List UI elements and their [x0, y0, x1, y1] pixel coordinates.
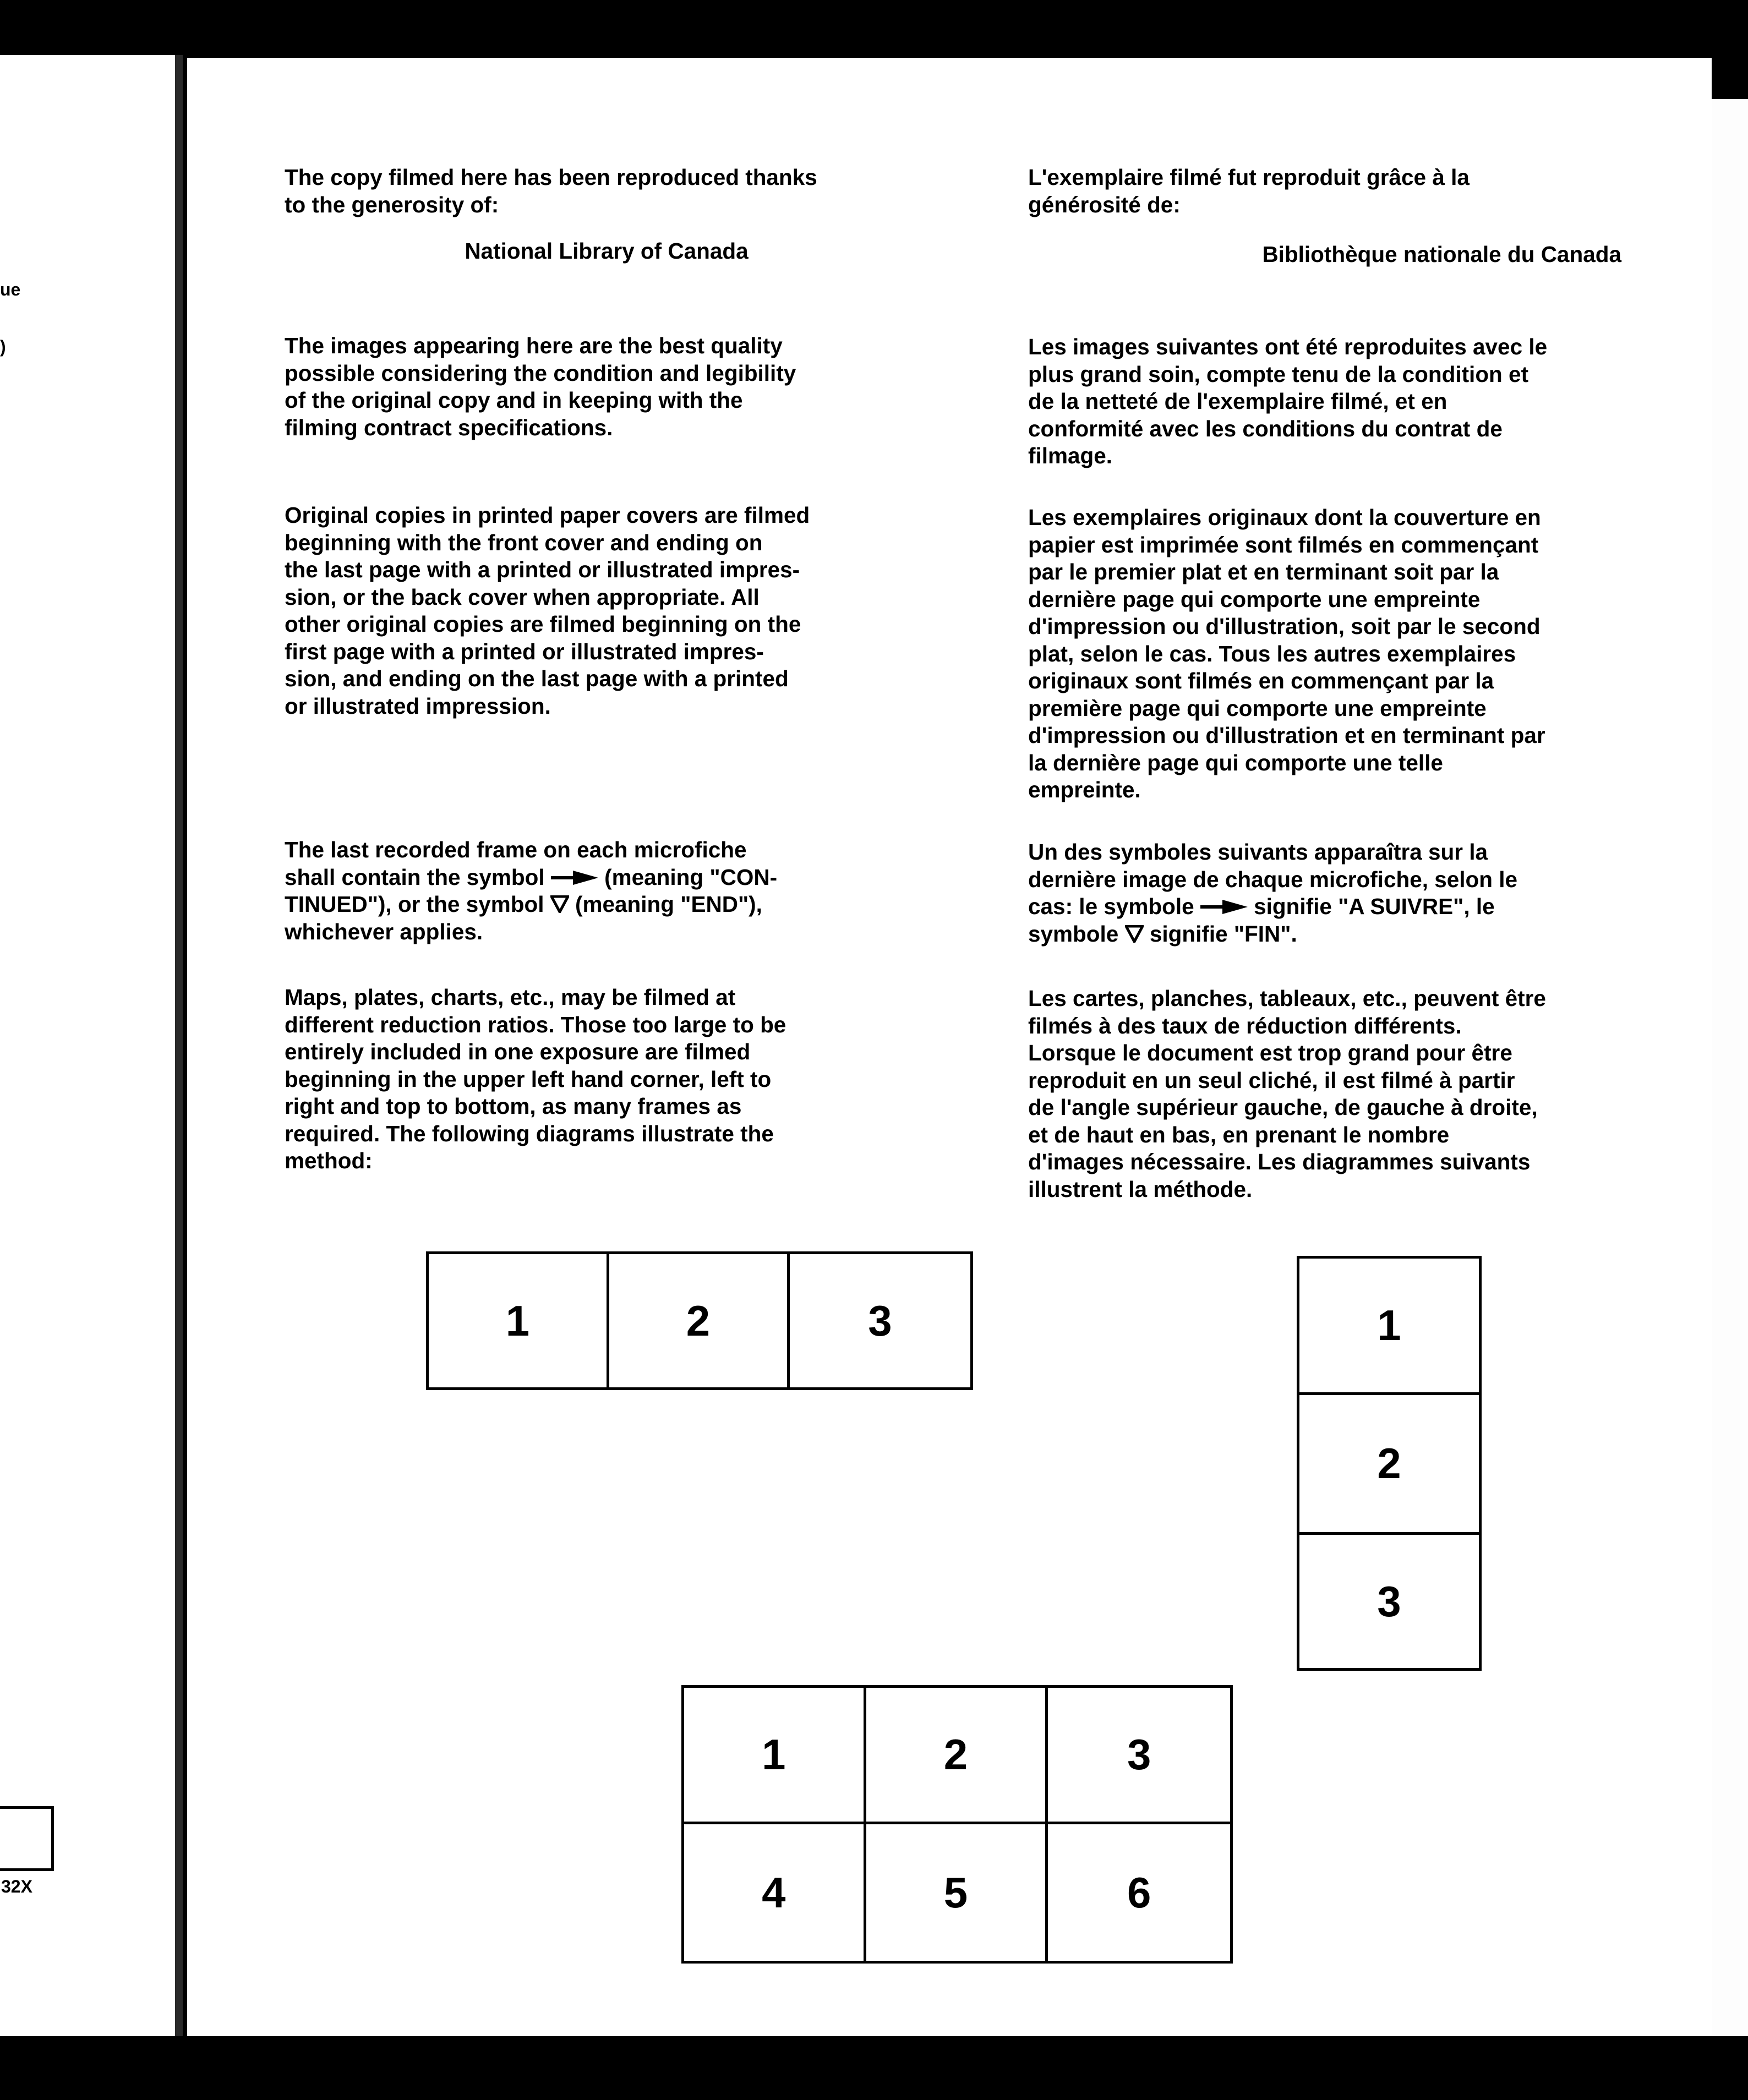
- previous-page-edge: [0, 55, 182, 2036]
- arrow-icon: [551, 869, 598, 886]
- french-column: [1028, 164, 1678, 218]
- frame-cell: 1: [684, 1688, 866, 1824]
- diagram-vertical: [1297, 1256, 1482, 1671]
- frame-cell: 1: [429, 1254, 609, 1387]
- french-covers-note: Les exemplaires originaux dont la couverture en papier est imprimée sont filmés en commençant par le premier plat et en terminant soit par la dernière page qui comporte une empreinte d'impression ou d'illustration, soit par le second plat, selon le cas. Tous les autres exemplaires originaux sont filmés en commençant par la première page qui comporte une empreinte d'impression ou d'illustration et en terminant par la dernière page qui comporte une telle empreinte.: [1028, 505, 1545, 802]
- frame-cell: 2: [866, 1688, 1048, 1824]
- diagram-grid: [681, 1685, 1233, 1964]
- english-acknowledgement: The copy filmed here has been reproduced thanks to the generosity of:: [285, 165, 817, 217]
- triangle-down-icon: [1125, 925, 1144, 943]
- frame-cell: 1: [1299, 1259, 1479, 1395]
- english-maps-note: Maps, plates, charts, etc., may be filmed at different reduction ratios. Those too large to be entirely included in one exposure are filmed beginning in the upper left hand corner, left to right and top to bottom, as many frames as required. The following diagrams illustrate the method:: [285, 985, 786, 1173]
- english-column: [285, 164, 928, 218]
- next-page-edge: [1712, 99, 1748, 2036]
- page-spine: [175, 55, 183, 2036]
- frame-cell: 2: [1299, 1395, 1479, 1535]
- french-quality-note: Les images suivantes ont été reproduites avec le plus grand soin, compte tenu de la condition et de la netteté de l'exemplaire filmé, et en conformité avec les conditions du contrat de filmage.: [1028, 334, 1548, 468]
- french-maps-note: Les cartes, planches, tableaux, etc., peuvent être filmés à des taux de réduction différents. Lorsque le document est trop grand pour être reproduit en un seul cliché, il est filmé à partir de l'angle supérieur gauche, de gauche à droite, et de haut en bas, en prenant le nombre d'images nécessaire. Les diagrammes suivants illustrent la méthode.: [1028, 986, 1546, 1202]
- library-name-en: National Library of Canada: [465, 238, 749, 264]
- diagram-horizontal: [426, 1251, 973, 1390]
- french-symbols-note: Un des symboles suivants apparaîtra sur la dernière image de chaque microfiche, selon le cas: le symbole signifie "A SUIVRE", le symbole signifie "FIN".: [1028, 839, 1518, 947]
- arrow-icon: [1200, 899, 1248, 915]
- triangle-down-icon: [550, 895, 569, 913]
- frame-cell: 6: [1127, 1868, 1151, 1917]
- english-symbols-note: The last recorded frame on each microfiche shall contain the symbol (meaning "CON- TINUED"), or the symbol (meaning "END"), whichever applies.: [285, 837, 778, 944]
- left-page-frame-box: [0, 1806, 54, 1871]
- frame-cell: 3: [1048, 1688, 1230, 1824]
- frame-cell: 3: [1377, 1577, 1401, 1626]
- frame-cell: 5: [866, 1824, 1048, 1961]
- frame-cell: 4: [684, 1824, 866, 1961]
- reduction-label: 32X: [1, 1877, 32, 1896]
- english-quality-note: The images appearing here are the best quality possible considering the condition and legibility of the original copy and in keeping with the filming contract specifications.: [285, 333, 796, 440]
- english-covers-note: Original copies in printed paper covers are filmed beginning with the front cover and ending on the last page with a printed or illustrated impres- sion, or the back cover when appropriate. All other original copies are filmed beginning on the first page with a printed or illustrated impres- sion, and ending on the last page with a printed or illustrated impression.: [285, 502, 810, 719]
- library-name-fr: Bibliothèque nationale du Canada: [1262, 242, 1621, 267]
- french-acknowledgement: L'exemplaire filmé fut reproduit grâce à la générosité de:: [1028, 165, 1470, 217]
- english-library: [285, 238, 928, 265]
- frame-cell: 2: [609, 1254, 790, 1387]
- left-page-fragment: ue: [0, 280, 21, 299]
- left-page-fragment: ): [0, 337, 6, 357]
- frame-cell: 3: [868, 1296, 892, 1345]
